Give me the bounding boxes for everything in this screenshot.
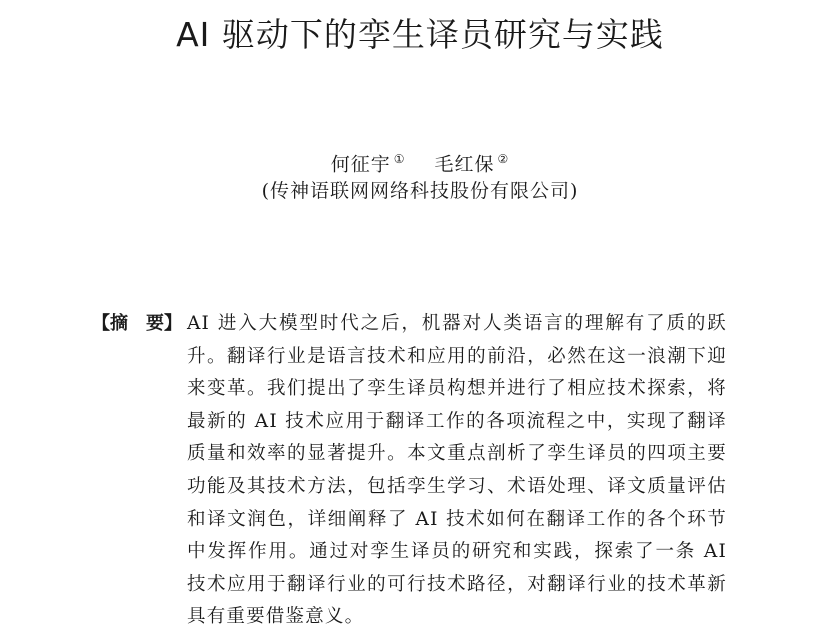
abstract-label: 【摘 要】 bbox=[92, 313, 182, 334]
author-footnote-mark: ② bbox=[497, 152, 510, 166]
abstract-text: AI 进入大模型时代之后，机器对人类语言的理解有了质的跃升。翻译行业是语言技术和应用的前沿，必然在这一浪潮下迎来变革。我们提出了孪生译员构想并进行了相应技术探索，将最新的 AI 技术应用于翻译工作的各项流程之中，实现了翻译质量和效率的显著提升。本文重点剖析了孪生译员的四项主要功能及其技术方法，包括孪生学习、术语处理、译文质量评估和译文润色，详细阐释了 AI 技术如何在翻译工作的各个环节中发挥作用。通过对孪生译员的研究和实践，探索了一条 AI 技术应用于翻译行业的可行技术路径，对翻译行业的技术革新具有重要借鉴意义。 bbox=[187, 313, 727, 628]
affiliation: (传神语联网网络科技股份有限公司) bbox=[261, 180, 579, 202]
author-1 bbox=[331, 145, 406, 178]
author-name: 毛红保 bbox=[434, 153, 495, 176]
author-footnote-mark: ① bbox=[393, 152, 406, 166]
author-list bbox=[0, 145, 840, 178]
author-name: 何征宇 bbox=[330, 153, 391, 176]
paper-title: AI 驱动下的孪生译员研究与实践 bbox=[176, 15, 664, 54]
author-2 bbox=[435, 145, 510, 178]
